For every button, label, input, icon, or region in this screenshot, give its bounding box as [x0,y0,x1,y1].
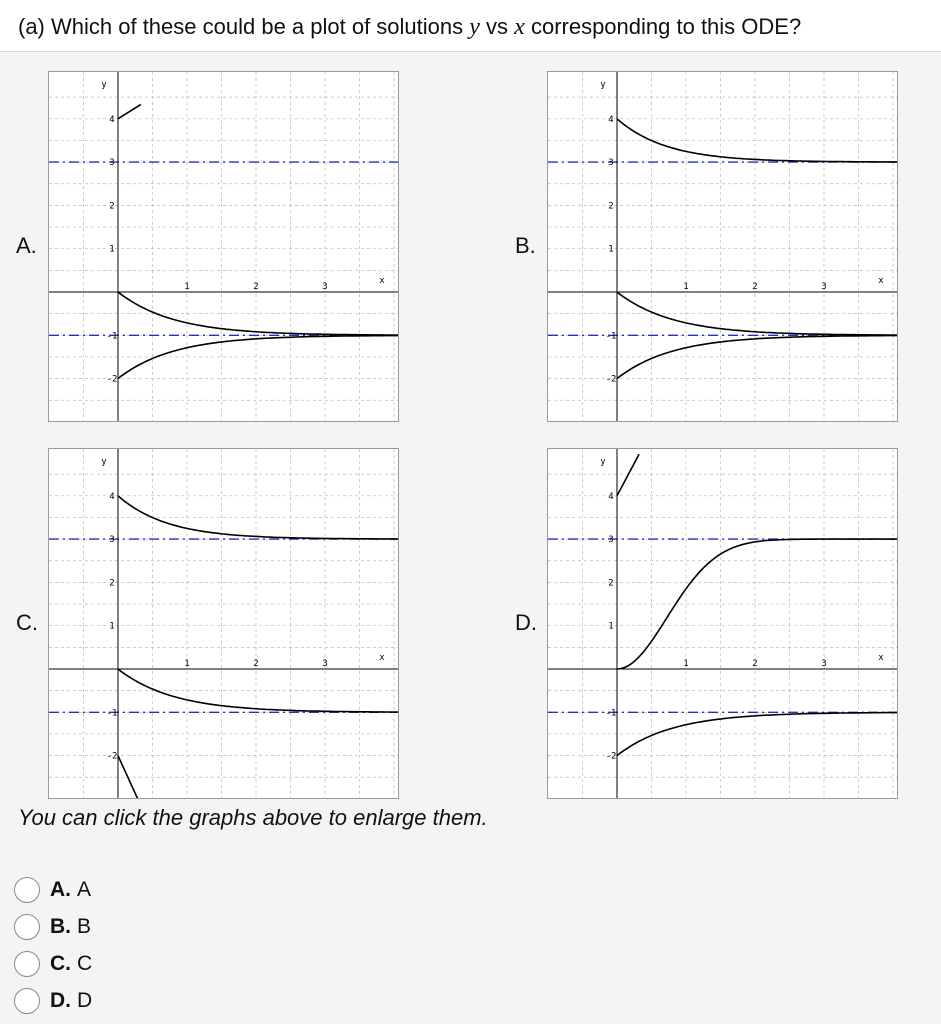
x-tick-label: 3 [322,659,328,669]
graph-a-plot [49,72,398,421]
option-b-text: B [77,915,92,938]
x-tick-label: 1 [184,659,190,669]
y-tick-label: 3 [608,158,614,169]
y-axis-label: y [101,80,107,90]
question-text [0,0,941,52]
y-tick-label: 1 [109,244,115,255]
y-tick-label: 2 [109,578,115,589]
option-d-text: D [77,989,93,1012]
y-tick-label: -1 [106,331,118,342]
radio-b[interactable] [14,914,40,940]
graph-b[interactable] [547,71,898,422]
graph-c[interactable] [48,448,399,799]
x-tick-label: 2 [253,282,259,292]
y-tick-label: 4 [109,491,115,502]
x-tick-label: 3 [821,282,827,292]
x-axis-label: x [379,276,385,286]
x-tick-label: 2 [752,282,758,292]
graph-b-label: B. [515,233,536,258]
y-tick-label: 2 [608,578,614,589]
option-b-letter: B. [50,915,71,938]
y-axis-label: y [600,80,606,90]
y-tick-label: 4 [109,114,115,125]
option-c-text: C [77,952,93,975]
y-tick-label: 4 [608,114,614,125]
y-tick-label: 3 [109,535,115,546]
x-tick-label: 3 [322,282,328,292]
y-tick-label: 3 [109,158,115,169]
y-tick-label: 1 [109,621,115,632]
graph-d[interactable] [547,448,898,799]
option-c-letter: C. [50,952,71,975]
y-tick-label: 4 [608,491,614,502]
graph-d-label: D. [515,610,537,635]
x-tick-label: 2 [752,659,758,669]
graph-a-label: A. [16,233,37,258]
solution-curve [118,756,140,798]
var-y: y [469,14,480,40]
y-tick-label: -2 [106,751,118,762]
option-a[interactable] [14,875,91,905]
x-tick-label: 1 [683,659,689,669]
radio-d[interactable] [14,988,40,1014]
option-d[interactable] [14,986,92,1016]
enlarge-note: You can click the graphs above to enlarge them. [18,805,488,830]
solution-curve [118,105,141,119]
question-middle: vs [486,14,509,39]
y-tick-label: -2 [605,751,617,762]
x-tick-label: 1 [683,282,689,292]
question-prefix: (a) Which of these could be a plot of solutions [18,14,464,39]
y-tick-label: 2 [109,201,115,212]
y-axis-label: y [101,457,107,467]
radio-c[interactable] [14,951,40,977]
solution-curve [617,454,639,496]
y-tick-label: -1 [605,708,617,719]
radio-a[interactable] [14,877,40,903]
graph-c-plot [49,449,398,798]
question-suffix: corresponding to this ODE? [530,14,802,39]
graph-c-label: C. [16,610,38,635]
x-tick-label: 3 [821,659,827,669]
graph-d-plot [548,449,897,798]
y-tick-label: 2 [608,201,614,212]
x-tick-label: 1 [184,282,190,292]
option-a-letter: A. [50,878,71,901]
var-x: x [514,14,525,40]
x-axis-label: x [878,653,884,663]
y-axis-label: y [600,457,606,467]
x-axis-label: x [878,276,884,286]
x-axis-label: x [379,653,385,663]
graph-b-plot [548,72,897,421]
x-tick-label: 2 [253,659,259,669]
option-a-text: A [77,878,92,901]
option-b[interactable] [14,912,91,942]
option-c[interactable] [14,949,92,979]
y-tick-label: -1 [106,708,118,719]
y-tick-label: 3 [608,535,614,546]
y-tick-label: -1 [605,331,617,342]
y-tick-label: 1 [608,244,614,255]
graph-a[interactable] [48,71,399,422]
y-tick-label: 1 [608,621,614,632]
y-tick-label: -2 [605,374,617,385]
y-tick-label: -2 [106,374,118,385]
option-d-letter: D. [50,989,71,1012]
